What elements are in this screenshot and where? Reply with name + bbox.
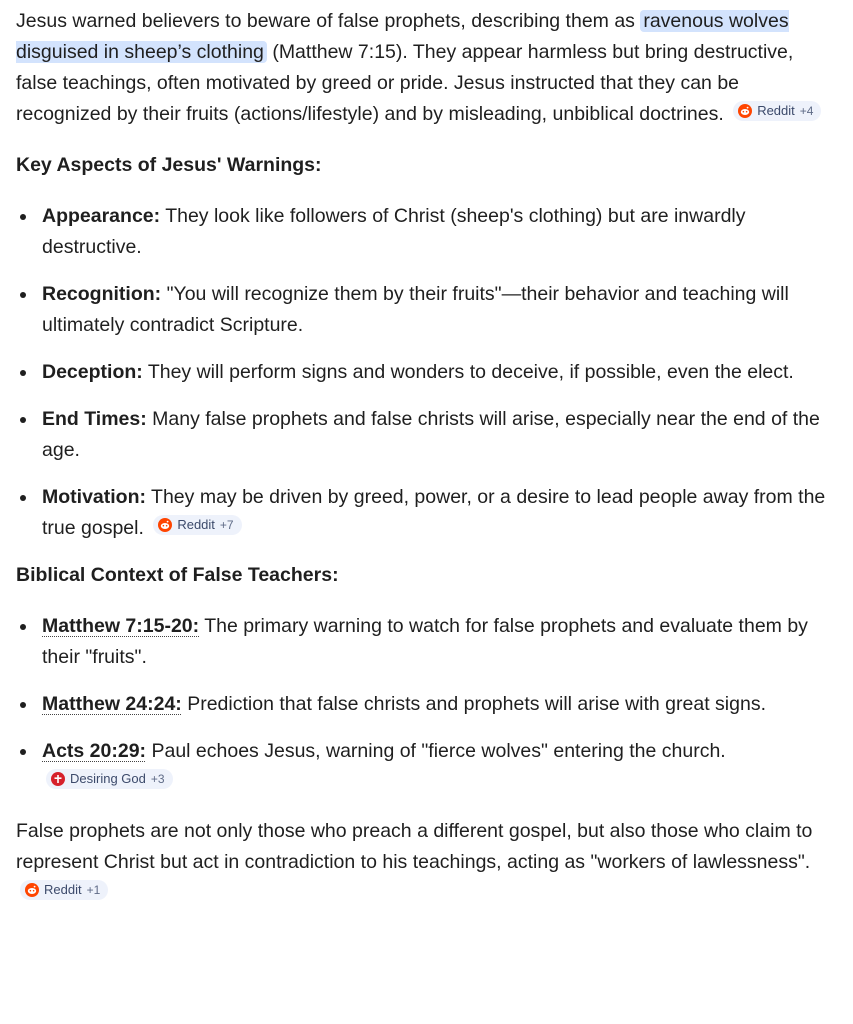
item-term: Deception: [42, 361, 143, 383]
item-text: The primary warning to watch for false prophets and evaluate them by their "fruits". [42, 615, 808, 668]
bullet [20, 702, 26, 708]
intro-text-end: (Matthew 7:15). They appear harmless but bring destructive, false teachings, often motivated by greed or pride. Jesus instructed that they can be recognized by their fruits (actions/lifestyle) and by misleading, unbiblical doctrines. [16, 41, 794, 125]
source-chip-desiring-god[interactable] [46, 769, 173, 789]
bullet [20, 624, 26, 630]
list-item [16, 279, 835, 341]
list-item [16, 736, 835, 798]
reddit-icon [158, 518, 172, 532]
source-chip-reddit[interactable] [733, 101, 821, 121]
bullet [20, 370, 26, 376]
item-text: Many false prophets and false christs will arise, especially near the end of the age. [42, 408, 820, 461]
chip-count: +7 [219, 518, 234, 532]
list-item [16, 404, 835, 466]
item-term: Motivation: [42, 486, 146, 508]
list-item [16, 482, 835, 544]
key-aspects-list [16, 201, 835, 544]
item-term: Recognition: [42, 283, 162, 305]
closing-paragraph [16, 816, 835, 909]
closing-text: False prophets are not only those who preach a different gospel, but also those who claim to represent Christ but act in contradiction to his teachings, acting as "workers of lawlessness". [16, 820, 813, 873]
item-term: Appearance: [42, 205, 161, 227]
reddit-icon [738, 104, 752, 118]
list-item [16, 357, 835, 388]
bullet [20, 214, 26, 220]
intro-text-start: Jesus warned believers to beware of false prophets, describing them as [16, 10, 641, 32]
scripture-reference-link[interactable]: Matthew 7:15-20: [42, 615, 200, 637]
source-chip-reddit[interactable] [20, 880, 108, 900]
bullet [20, 495, 26, 501]
item-text: They will perform signs and wonders to deceive, if possible, even the elect. [142, 361, 794, 383]
chip-count: +1 [86, 883, 101, 897]
item-text: They may be driven by greed, power, or a desire to lead people away from the true gospel. [42, 486, 826, 539]
scripture-reference-link[interactable]: Acts 20:29: [42, 740, 147, 762]
source-chip-reddit[interactable] [153, 515, 241, 535]
item-text: "You will recognize them by their fruits"—their behavior and teaching will ultimately contradict Scripture. [42, 283, 789, 336]
bullet [20, 749, 26, 755]
chip-source-label: Reddit [177, 517, 215, 532]
bullet [20, 292, 26, 298]
chip-count: +4 [799, 104, 814, 118]
reddit-icon [25, 883, 39, 897]
list-item [16, 611, 835, 673]
bullet [20, 417, 26, 423]
chip-source-label: Reddit [757, 103, 795, 118]
highlighted-phrase[interactable]: ravenous wolves disguised in sheep’s clothing [16, 10, 789, 63]
chip-count: +3 [150, 772, 165, 786]
scripture-reference-link[interactable]: Matthew 24:24: [42, 693, 182, 715]
biblical-context-list [16, 611, 835, 798]
chip-source-label: Reddit [44, 882, 82, 897]
item-text: Paul echoes Jesus, warning of "fierce wolves" entering the church. [146, 740, 726, 762]
intro-paragraph [16, 6, 835, 130]
section-heading-biblical-context: Biblical Context of False Teachers: [16, 564, 339, 586]
item-text: They look like followers of Christ (sheep's clothing) but are inwardly destructive. [42, 205, 746, 258]
item-text: Prediction that false christs and prophets will arise with great signs. [181, 693, 766, 715]
item-term: End Times: [42, 408, 147, 430]
chip-source-label: Desiring God [70, 771, 146, 786]
desiring-god-icon [51, 772, 65, 786]
section-heading-key-aspects: Key Aspects of Jesus' Warnings: [16, 154, 322, 176]
list-item [16, 689, 835, 720]
list-item [16, 201, 835, 263]
